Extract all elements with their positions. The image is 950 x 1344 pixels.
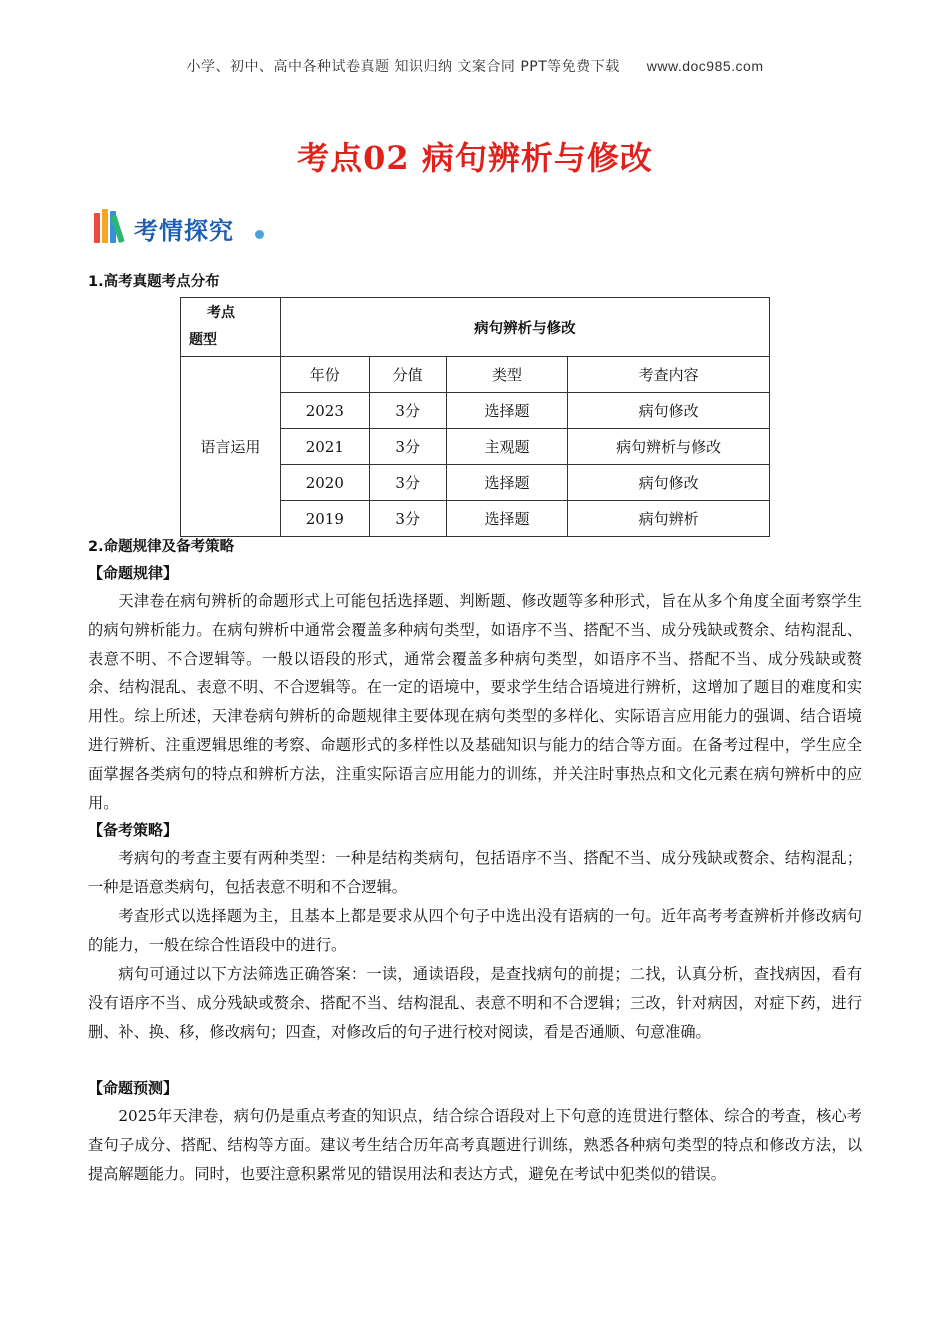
rules-heading: 【命题规律】 bbox=[88, 564, 179, 582]
strategy-heading: 【备考策略】 bbox=[88, 821, 179, 839]
table-cell: 病句辨析 bbox=[568, 501, 770, 537]
table-cell: 选择题 bbox=[446, 501, 568, 537]
table-cell: 选择题 bbox=[446, 393, 568, 429]
table-cell: 2021 bbox=[280, 429, 369, 465]
col-header: 类型 bbox=[446, 357, 568, 393]
table-cell: 2023 bbox=[280, 393, 369, 429]
prediction-heading: 【命题预测】 bbox=[88, 1079, 179, 1097]
table-cell: 病句修改 bbox=[568, 393, 770, 429]
table-cell: 3分 bbox=[369, 429, 446, 465]
exam-distribution-table bbox=[180, 297, 770, 537]
corner-cell bbox=[181, 298, 281, 357]
strategy-paragraph-2: 考查形式以选择题为主，且基本上都是要求从四个句子中选出没有语病的一句。近年高考考查辨析并修改病句的能力，一般在综合性语段中的进行。 bbox=[88, 907, 862, 954]
table-cell: 2019 bbox=[280, 501, 369, 537]
strategy-paragraph-3: 病句可通过以下方法筛选正确答案：一读，通读语段，是查找病句的前提；二找，认真分析，查找病因，看有没有语序不当、成分残缺或赘余、搭配不当、结构混乱、表意不明和不合逻辑；三改，针对病因，对症下药，进行删、补、换、移，修改病句；四查，对修改后的句子进行校对阅读，看是否通顺、句意准确。 bbox=[88, 965, 862, 1041]
col-header: 考查内容 bbox=[568, 357, 770, 393]
corner-top: 考点 bbox=[207, 305, 235, 321]
section2-heading: 2.命题规律及备考策略 bbox=[88, 539, 235, 555]
header-url[interactable]: www.doc985.com bbox=[646, 58, 764, 74]
topic-cell: 病句辨析与修改 bbox=[280, 298, 769, 357]
table-cell: 3分 bbox=[369, 465, 446, 501]
dot-icon bbox=[255, 230, 264, 239]
table-row bbox=[181, 357, 770, 393]
page-title: 考点02 病句辨析与修改 bbox=[297, 139, 653, 177]
table-header-row bbox=[181, 298, 770, 357]
col-header: 年份 bbox=[280, 357, 369, 393]
table-cell: 病句修改 bbox=[568, 465, 770, 501]
section-banner bbox=[92, 205, 272, 247]
page-header bbox=[0, 56, 950, 76]
col-header: 分值 bbox=[369, 357, 446, 393]
category-cell: 语言运用 bbox=[181, 357, 281, 537]
corner-bottom: 题型 bbox=[189, 332, 217, 348]
table-cell: 病句辨析与修改 bbox=[568, 429, 770, 465]
banner-text: 考情探究 bbox=[134, 217, 234, 245]
prediction-paragraph: 2025年天津卷，病句仍是重点考查的知识点，结合综合语段对上下句意的连贯进行整体、综合的考查，核心考查句子成分、搭配、结构等方面。建议考生结合历年高考真题进行训练，熟悉各种病句类型的特点和修改方法，以提高解题能力。同时，也要注意积累常见的错误用法和表达方式，避免在考试中犯类似的错误。 bbox=[88, 1107, 862, 1183]
table-cell: 2020 bbox=[280, 465, 369, 501]
section1-heading: 1.高考真题考点分布 bbox=[88, 274, 220, 290]
table-cell: 选择题 bbox=[446, 465, 568, 501]
table-cell: 主观题 bbox=[446, 429, 568, 465]
books-icon bbox=[92, 209, 132, 243]
header-text: 小学、初中、高中各种试卷真题 知识归纳 文案合同 PPT等免费下载 bbox=[186, 59, 620, 75]
strategy-paragraph-1: 考病句的考查主要有两种类型：一种是结构类病句，包括语序不当、搭配不当、成分残缺或赘余、结构混乱；一种是语意类病句，包括表意不明和不合逻辑。 bbox=[88, 849, 862, 896]
table-cell: 3分 bbox=[369, 393, 446, 429]
table-cell: 3分 bbox=[369, 501, 446, 537]
rules-paragraph: 天津卷在病句辨析的命题形式上可能包括选择题、判断题、修改题等多种形式，旨在从多个角度全面考察学生的病句辨析能力。在病句辨析中通常会覆盖多种病句类型，如语序不当、搭配不当、成分残缺或赘余、结构混乱、表意不明、不合逻辑等。一般以语段的形式，通常会覆盖多种病句类型，如语序不当、搭配不当、成分残缺或赘余、结构混乱、表意不明、不合逻辑等。在一定的语境中，要求学生结合语境进行辨析，这增加了题目的难度和实用性。综上所述，天津卷病句辨析的命题规律主要体现在病句类型的多样化、实际语言应用能力的强调、结合语境进行辨析、注重逻辑思维的考察、命题形式的多样性以及基础知识与能力的结合等方面。在备考过程中，学生应全面掌握各类病句的特点和辨析方法，注重实际语言应用能力的训练，并关注时事热点和文化元素在病句辨析中的应用。 bbox=[88, 592, 862, 812]
